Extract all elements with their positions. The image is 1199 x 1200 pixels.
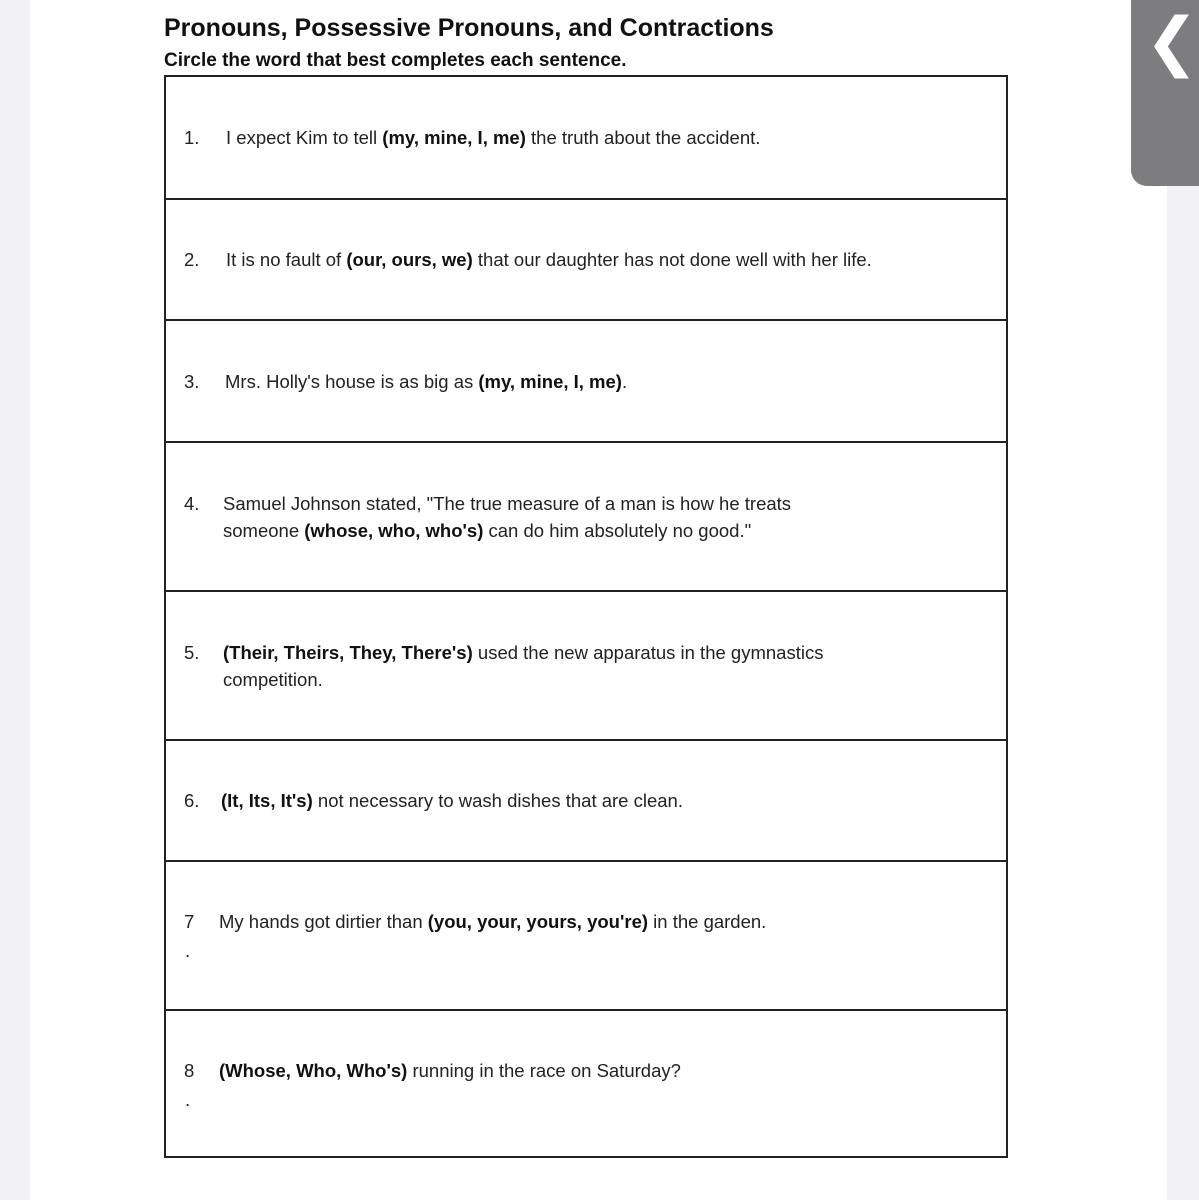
question-text-pre: I expect Kim to tell xyxy=(226,127,383,148)
question-text xyxy=(226,124,760,151)
question-row-4 xyxy=(166,441,1006,591)
question-number: 3. xyxy=(184,371,200,392)
question-text xyxy=(221,787,683,814)
question-text-pre: Mrs. Holly's house is as big as xyxy=(225,371,479,392)
question-number-dot: . xyxy=(185,1089,191,1110)
question-text xyxy=(219,1057,681,1084)
question-row-1 xyxy=(166,77,1006,199)
collapse-panel-tab[interactable] xyxy=(1131,0,1199,186)
question-text-pre: someone xyxy=(223,520,305,541)
question-number: 7 xyxy=(184,911,195,932)
question-text-line-1 xyxy=(223,639,823,666)
question-number: 1. xyxy=(184,127,200,148)
question-text xyxy=(226,246,872,273)
questions-table xyxy=(164,75,1008,1158)
answer-choices[interactable]: (It, Its, It's) xyxy=(221,790,313,811)
question-row-3 xyxy=(166,319,1006,442)
question-text-line-2 xyxy=(223,517,791,544)
question-text xyxy=(219,908,766,935)
question-number: 6. xyxy=(184,790,200,811)
question-number-dot: . xyxy=(185,940,191,961)
question-text xyxy=(223,639,823,693)
instructions: Circle the word that best completes each sentence. xyxy=(164,50,627,71)
question-number: 8 xyxy=(184,1060,195,1081)
question-number: 4. xyxy=(184,493,200,514)
question-text-pre: It is no fault of xyxy=(226,249,347,270)
question-row-2 xyxy=(166,198,1006,320)
answer-choices[interactable]: (you, your, yours, you're) xyxy=(427,911,649,932)
answer-choices[interactable]: (Their, Theirs, They, There's) xyxy=(223,642,473,663)
question-text-pre: My hands got dirtier than xyxy=(219,911,428,932)
question-row-7 xyxy=(166,860,1006,1010)
question-text-line-1: Samuel Johnson stated, "The true measure of a man is how he treats xyxy=(223,493,792,514)
answer-choices[interactable]: (our, ours, we) xyxy=(346,249,473,270)
answer-choices[interactable]: (whose, who, who's) xyxy=(304,520,484,541)
answer-choices[interactable]: (my, mine, I, me) xyxy=(382,127,526,148)
question-text-post: . xyxy=(621,371,628,392)
question-row-8 xyxy=(166,1009,1006,1158)
question-text xyxy=(225,368,627,395)
answer-choices[interactable]: (my, mine, I, me) xyxy=(478,371,622,392)
question-text-post: used the new apparatus in the gymnastics xyxy=(472,642,824,663)
chevron-left-icon[interactable]: ❮ xyxy=(1145,5,1199,79)
answer-choices[interactable]: (Whose, Who, Who's) xyxy=(219,1060,408,1081)
question-text-post: not necessary to wash dishes that are clean. xyxy=(312,790,683,811)
question-text-post: can do him absolutely no good." xyxy=(483,520,752,541)
question-text-post: running in the race on Saturday? xyxy=(407,1060,681,1081)
question-text-post: in the garden. xyxy=(648,911,767,932)
page-title: Pronouns, Possessive Pronouns, and Contractions xyxy=(164,14,774,42)
question-text-line-2: competition. xyxy=(223,669,323,690)
question-row-6 xyxy=(166,739,1006,861)
question-row-5 xyxy=(166,590,1006,740)
question-text xyxy=(223,490,791,544)
question-number: 2. xyxy=(184,249,200,270)
question-text-post: the truth about the accident. xyxy=(525,127,761,148)
question-number: 5. xyxy=(184,642,200,663)
question-text-post: that our daughter has not done well with her life. xyxy=(472,249,872,270)
